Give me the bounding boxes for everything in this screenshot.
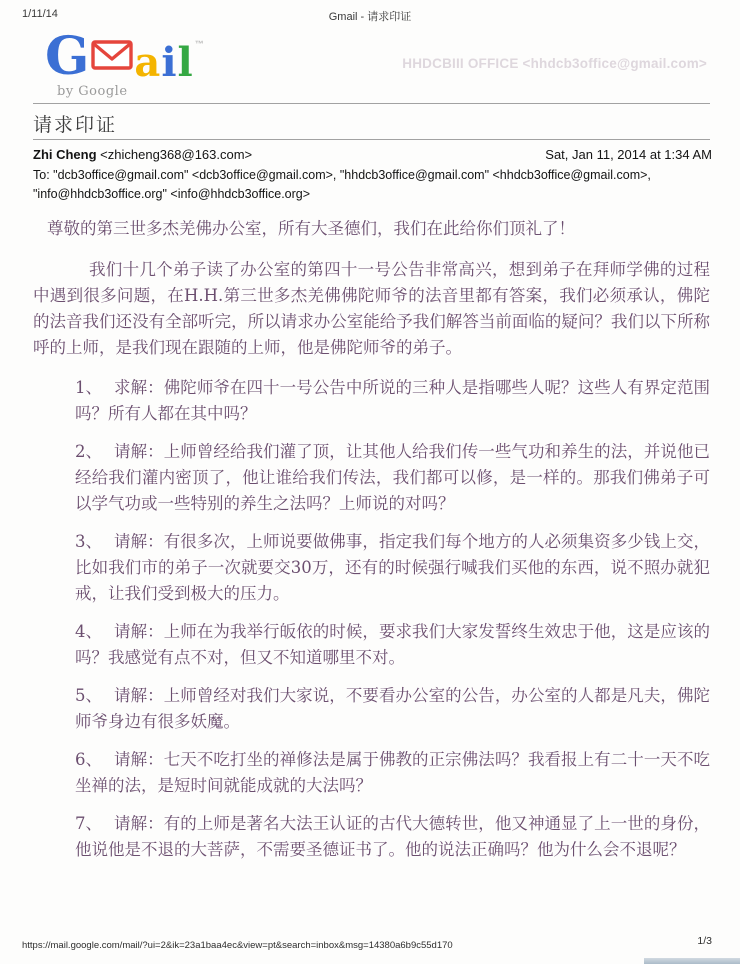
gmail-logo-letters-ail [134, 39, 194, 87]
question-number: 5、 [75, 686, 102, 705]
trademark-symbol: ™ [194, 38, 204, 49]
question-number: 1、 [75, 378, 102, 397]
recipients-block [33, 166, 712, 203]
print-header [22, 8, 718, 24]
question-text: 请解：七天不吃打坐的禅修法是属于佛教的正宗佛法吗？我看报上有二十一天不吃坐禅的法，是短时间就能成就的大法吗？ [75, 750, 710, 795]
question-item-7 [75, 811, 710, 863]
sender-name: Zhi Cheng [33, 147, 97, 162]
question-item-4 [75, 619, 710, 671]
question-item-5 [75, 683, 710, 735]
question-item-3 [75, 529, 710, 607]
question-text: 求解：佛陀师爷在四十一号公告中所说的三种人是指哪些人呢？这些人有界定范围吗？所有人都在其中吗？ [75, 378, 710, 423]
question-number: 7、 [75, 814, 102, 833]
gmail-logo-letter-l: l [177, 39, 194, 87]
sender-email: <zhicheng368@163.com> [100, 147, 253, 162]
question-item-6 [75, 747, 710, 799]
print-footer-page-number: 1/3 [697, 935, 712, 947]
divider-top [33, 103, 710, 104]
print-header-title: Gmail - 请求印证 [328, 11, 412, 23]
meta-row-from [33, 147, 712, 162]
gmail-logo [45, 26, 204, 87]
email-subject: 请求印证 [33, 114, 118, 136]
print-footer-url: https://mail.google.com/mail/?ui=2&ik=23a1baa4ec&view=pt&search=inbox&msg=14380a6b9c55d170 [22, 940, 453, 951]
gmail-envelope-icon [91, 40, 133, 75]
message-date: Sat, Jan 11, 2014 at 1:34 AM [545, 147, 712, 162]
question-number: 6、 [75, 750, 102, 769]
message-meta [33, 147, 712, 203]
intro-paragraph: 我们十几个弟子读了办公室的第四十一号公告非常高兴，想到弟子在拜师学佛的过程中遇到很多问题，在H.H.第三世多杰羌佛佛陀师爷的法音里都有答案，我们必须承认，佛陀的法音我们还没有全部听完，所以请求办公室能给予我们解答当前面临的疑问？我们以下所称呼的上师，是我们现在跟随的上师，他是佛陀师爷的弟子。 [33, 260, 710, 357]
question-text: 请解：上师在为我举行皈依的时候，要求我们大家发誓终生效忠于他，这是应该的吗？我感觉有点不对，但又不知道哪里不对。 [75, 622, 710, 667]
question-number: 4、 [75, 622, 102, 641]
question-item-1 [75, 375, 710, 427]
question-number: 3、 [75, 532, 102, 551]
sender [33, 147, 252, 162]
gmail-logo-letter-g: G [45, 26, 90, 87]
question-text: 请解：有的上师是著名大法王认证的古代大德转世，他又神通显了上一世的身份，他说他是不退的大菩萨，不需要圣德证书了。他的说法正确吗？他为什么会不退呢？ [75, 814, 710, 859]
email-body [33, 216, 710, 875]
scan-artifact [644, 958, 740, 964]
question-number: 2、 [75, 442, 102, 461]
print-header-date: 1/11/14 [22, 8, 58, 20]
account-owner-line: HHDCBIII OFFICE <hhdcb3office@gmail.com> [402, 56, 707, 71]
gmail-logo-byline: by Google [57, 84, 128, 99]
salutation-paragraph: 尊敬的第三世多杰羌佛办公室，所有大圣德们，我们在此给你们顶礼了！ [47, 219, 575, 238]
question-text: 请解：有很多次，上师说要做佛事，指定我们每个地方的人必须集资多少钱上交，比如我们市的弟子一次就要交30万，还有的时候强行喊我们买他的东西，说不照办就犯戒，让我们受到极大的压力。 [75, 532, 710, 603]
gmail-logo-letter-i: i [161, 39, 178, 87]
recipients-line-1: To: "dcb3office@gmail.com" <dcb3office@gmail.com>, "hhdcb3office@gmail.com" <hhdcb3office@gmail.com>, [33, 168, 651, 182]
question-item-2 [75, 439, 710, 517]
gmail-logo-letter-a: a [134, 39, 162, 87]
divider-bottom [33, 139, 710, 140]
question-text: 请解：上师曾经对我们大家说，不要看办公室的公告，办公室的人都是凡夫，佛陀师爷身边有很多妖魔。 [75, 686, 710, 731]
recipients-line-2: "info@hhdcb3office.org" <info@hhdcb3office.org> [33, 186, 311, 201]
question-text: 请解：上师曾经给我们灌了顶，让其他人给我们传一些气功和养生的法，并说他已经给我们灌内密顶了，他让谁给我们传法，我们都可以修，是一样的。那我们佛弟子可以学气功或一些特别的养生之法吗？上师说的对吗？ [75, 442, 710, 513]
